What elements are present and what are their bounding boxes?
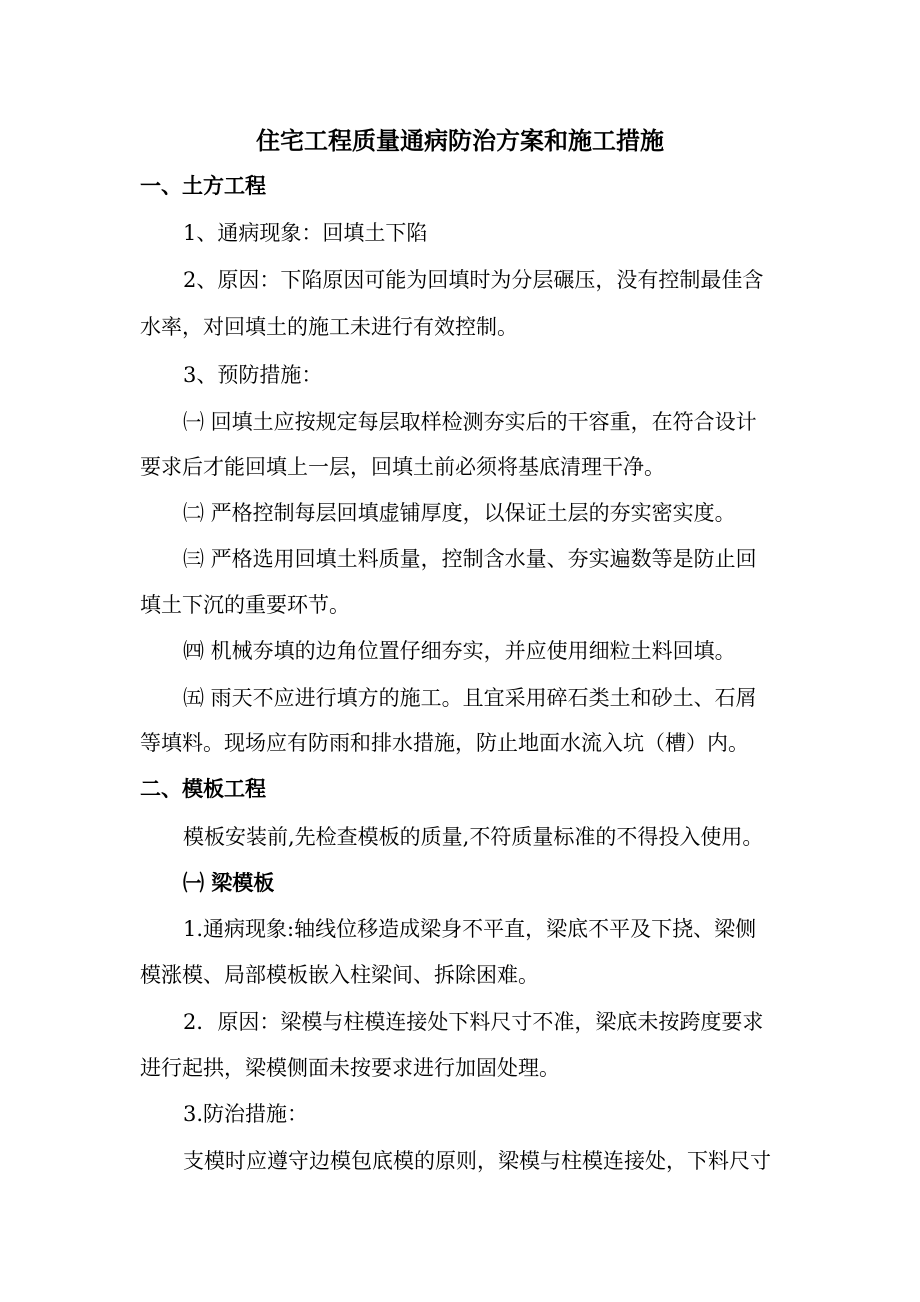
beam-defect-line1: 1.通病现象:轴线位移造成梁身不平直，梁底不平及下挠、梁侧 (183, 917, 757, 941)
measure-3-line2: 填土下沉的重要环节。 (140, 593, 350, 617)
paragraph-prevention: 3、预防措施： (183, 363, 323, 387)
measure-1-line2: 要求后才能回填上一层，回填土前必须将基底清理干净。 (140, 455, 665, 479)
beam-defect-line2: 模涨模、局部模板嵌入柱梁间、拆除困难。 (140, 963, 539, 987)
paragraph-cause-line1: 2、原因：下陷原因可能为回填时为分层碾压，没有控制最佳含 (183, 268, 764, 292)
beam-measures: 3.防治措施： (183, 1102, 309, 1126)
measure-5-line1: ㈤ 雨天不应进行填方的施工。且宜采用碎石类土和砂土、石屑 (183, 686, 757, 710)
measure-1-line1: ㈠ 回填土应按规定每层取样检测夯实后的干容重，在符合设计 (183, 410, 757, 434)
measure-4: ㈣ 机械夯填的边角位置仔细夯实，并应使用细粒土料回填。 (183, 639, 736, 663)
beam-cause-line1: 2．原因：梁模与柱模连接处下料尺寸不准，梁底未按跨度要求 (183, 1010, 764, 1034)
paragraph-formwork-intro: 模板安装前,先检查模板的质量,不符质量标准的不得投入使用。 (183, 825, 764, 849)
subheading-beam-formwork: ㈠ 梁模板 (183, 870, 275, 895)
beam-measures-text-line1: 支模时应遵守边模包底模的原则，梁模与柱模连接处，下料尺寸 (183, 1149, 771, 1173)
section-heading-earthwork: 一、土方工程 (140, 173, 266, 198)
paragraph-cause-line2: 水率，对回填土的施工未进行有效控制。 (140, 315, 518, 339)
beam-cause-line2: 进行起拱，梁模侧面未按要求进行加固处理。 (140, 1056, 560, 1080)
paragraph-defect: 1、通病现象：回填土下陷 (183, 221, 428, 245)
measure-5-line2: 等填料。现场应有防雨和排水措施，防止地面水流入坑（槽）内。 (140, 731, 749, 755)
document-title: 住宅工程质量通病防治方案和施工措施 (256, 126, 664, 155)
section-heading-formwork: 二、模板工程 (140, 776, 266, 801)
measure-3-line1: ㈢ 严格选用回填土料质量，控制含水量、夯实遍数等是防止回 (183, 547, 757, 571)
measure-2: ㈡ 严格控制每层回填虚铺厚度，以保证土层的夯实密实度。 (183, 501, 736, 525)
